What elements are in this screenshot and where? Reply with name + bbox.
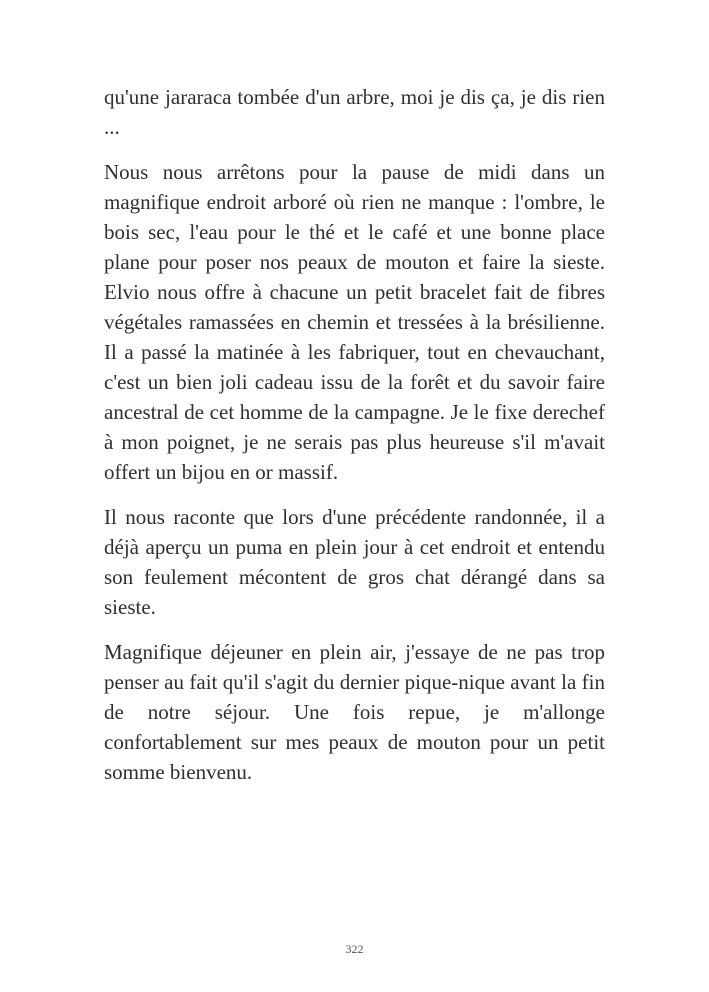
paragraph-2: Nous nous arrêtons pour la pause de midi dans un magnifique endroit arboré où rien ne manque : l'ombre, le bois sec, l'eau pour le thé et le café et une bonne place plane pour poser nos peaux de mouton et faire la sieste. Elvio nous offre à chacune un petit bracelet fait de fibres végétales ramassées en chemin et tressées à la brésilienne. Il a passé la matinée à les fabriquer, tout en chevauchant, c'est un bien joli cadeau issu de la forêt et du savoir faire ancestral de cet homme de la campagne. Je le fixe derechef à mon poignet, je ne serais pas plus heureuse s'il m'avait offert un bijou en or massif. — [104, 160, 605, 484]
page-number: 322 — [345, 942, 364, 956]
body-text — [104, 82, 605, 802]
paragraph-1: qu'une jararaca tombée d'un arbre, moi je dis ça, je dis rien ... — [104, 85, 605, 139]
paragraph-3: Il nous raconte que lors d'une précédente randonnée, il a déjà aperçu un puma en plein jour à cet endroit et entendu son feulement mécontent de gros chat dérangé dans sa sieste. — [104, 505, 605, 619]
paragraph-4: Magnifique déjeuner en plein air, j'essaye de ne pas trop penser au fait qu'il s'agit du dernier pique-nique avant la fin de notre séjour. Une fois repue, je m'allonge confortablement sur mes peaux de mouton pour un petit somme bienvenu. — [104, 640, 605, 784]
